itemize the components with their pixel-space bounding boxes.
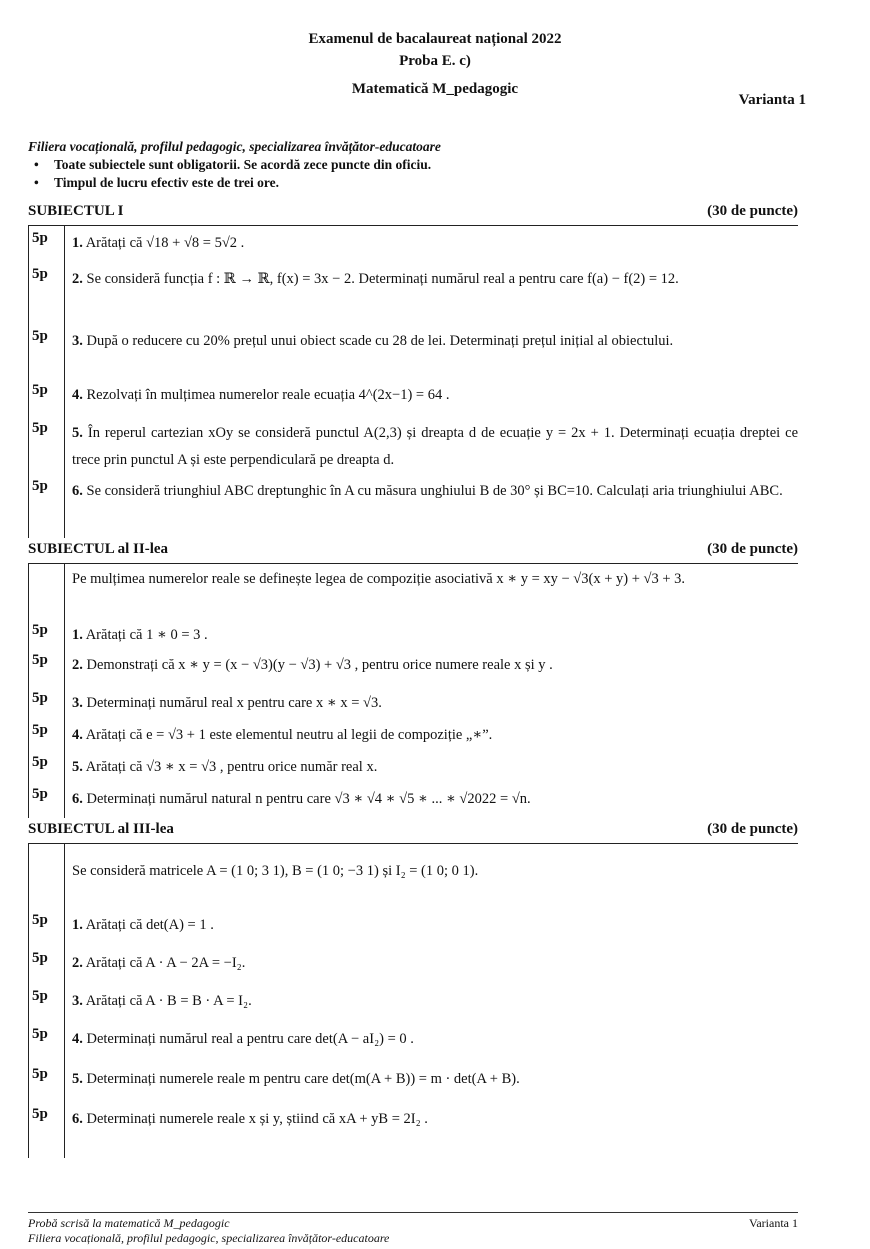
section-body: Pe mulțimea numerelor reale se definește legea de compoziție asociativă x ∗ y = xy − √3(x + y) + √3 + 3. 5p 1. Arătați că 1 ∗ 0 = 3 . 5p 2. Demonstrați că x ∗ y = (x − √3)(y − √3) + √3 , pentru orice numere reale x și y . 5p 3. Determinați numărul real x pentru care x ∗ x = √3. 5p 4. Arătați că e = √3 + 1 este elementul neutru al legii de compoziție „∗”. 5p 5. Arătați că √3 ∗ x = √3 , pentru orice număr real x. 5p 6. Determinați numărul natural n pentru care √3 ∗ √4 ∗ √5 ∗ ... ∗ √2022 = √n. [28, 564, 798, 818]
section-body: Se consideră matricele A = (1 0; 3 1), B = (1 0; −3 1) și I₂ = (1 0; 0 1). 5p 1. Arătați că det(A) = 1 . 5p 2. Arătați că A · A − 2A = −I₂. 5p 3. Arătați că A · B = B · A = I₂. 5p 4. Determinați numărul real a pentru care det(A − aI₂) = 0 . 5p 5. Determinați numerele reale m pentru care det(m(A + B)) = m · det(A + B). 5p 6. Determinați numerele reale x și y, știind că xA + yB = 2I₂ . [28, 844, 798, 1158]
instruction-item: • Toate subiectele sunt obligatorii. Se acordă zece puncte din oficiu. [34, 157, 432, 172]
footer-line: Probă scrisă la matematică M_pedagogic [28, 1216, 230, 1230]
variant-label: Varianta 1 [738, 92, 806, 108]
footer-line: Filiera vocațională, profilul pedagogic, specializarea învățător-educatoare [28, 1231, 390, 1245]
exam-title: Examenul de bacalaureat național 2022 [308, 31, 562, 47]
section-header [28, 821, 798, 844]
filiera-line: Filiera vocațională, profilul pedagogic, specializarea învățător-educatoare [28, 139, 441, 154]
section-title: SUBIECTUL al III-lea [28, 821, 174, 837]
section-header [28, 541, 798, 564]
exam-header [0, 28, 870, 100]
footer-variant: Varianta 1 [749, 1216, 798, 1230]
section-title: SUBIECTUL al II-lea [28, 541, 169, 557]
exam-proba: Proba E. c) [399, 53, 471, 69]
section-title: SUBIECTUL I [28, 203, 124, 219]
section-body: 5p 1. Arătați că √18 + √8 = 5√2 . 5p 2. Se consideră funcția f : ℝ → ℝ, f(x) = 3x − 2. Determinați numărul real a pentru care f(a) − f(2) = 12. 5p 3. După o reducere cu 20% prețul unui obiect scade cu 28 de lei. Determinați prețul inițial al obiectului. 5p 4. Rezolvați în mulțimea numerelor reale ecuația 4^(2x−1) = 64 . 5p 5. În reperul cartezian xOy se consideră punctul A(2,3) și dreapta d de ecuație y = 2x + 1. Determinați ecuația dreptei ce trece prin punctul A și este perpendiculară pe dreapta d. 5p 6. Se consideră triunghiul ABC dreptunghic în A cu măsura unghiului B de 30° și BC=10. Calculați aria triunghiului ABC. [28, 226, 798, 538]
page-footer [28, 1212, 798, 1246]
section-points: (30 de puncte) [707, 541, 798, 557]
exam-meta [28, 138, 808, 192]
section-header [28, 203, 798, 226]
section-points: (30 de puncte) [707, 203, 798, 219]
instruction-item: • Timpul de lucru efectiv este de trei ore. [34, 175, 279, 190]
section-points: (30 de puncte) [707, 821, 798, 837]
exam-subject: Matematică M_pedagogic [351, 81, 519, 97]
